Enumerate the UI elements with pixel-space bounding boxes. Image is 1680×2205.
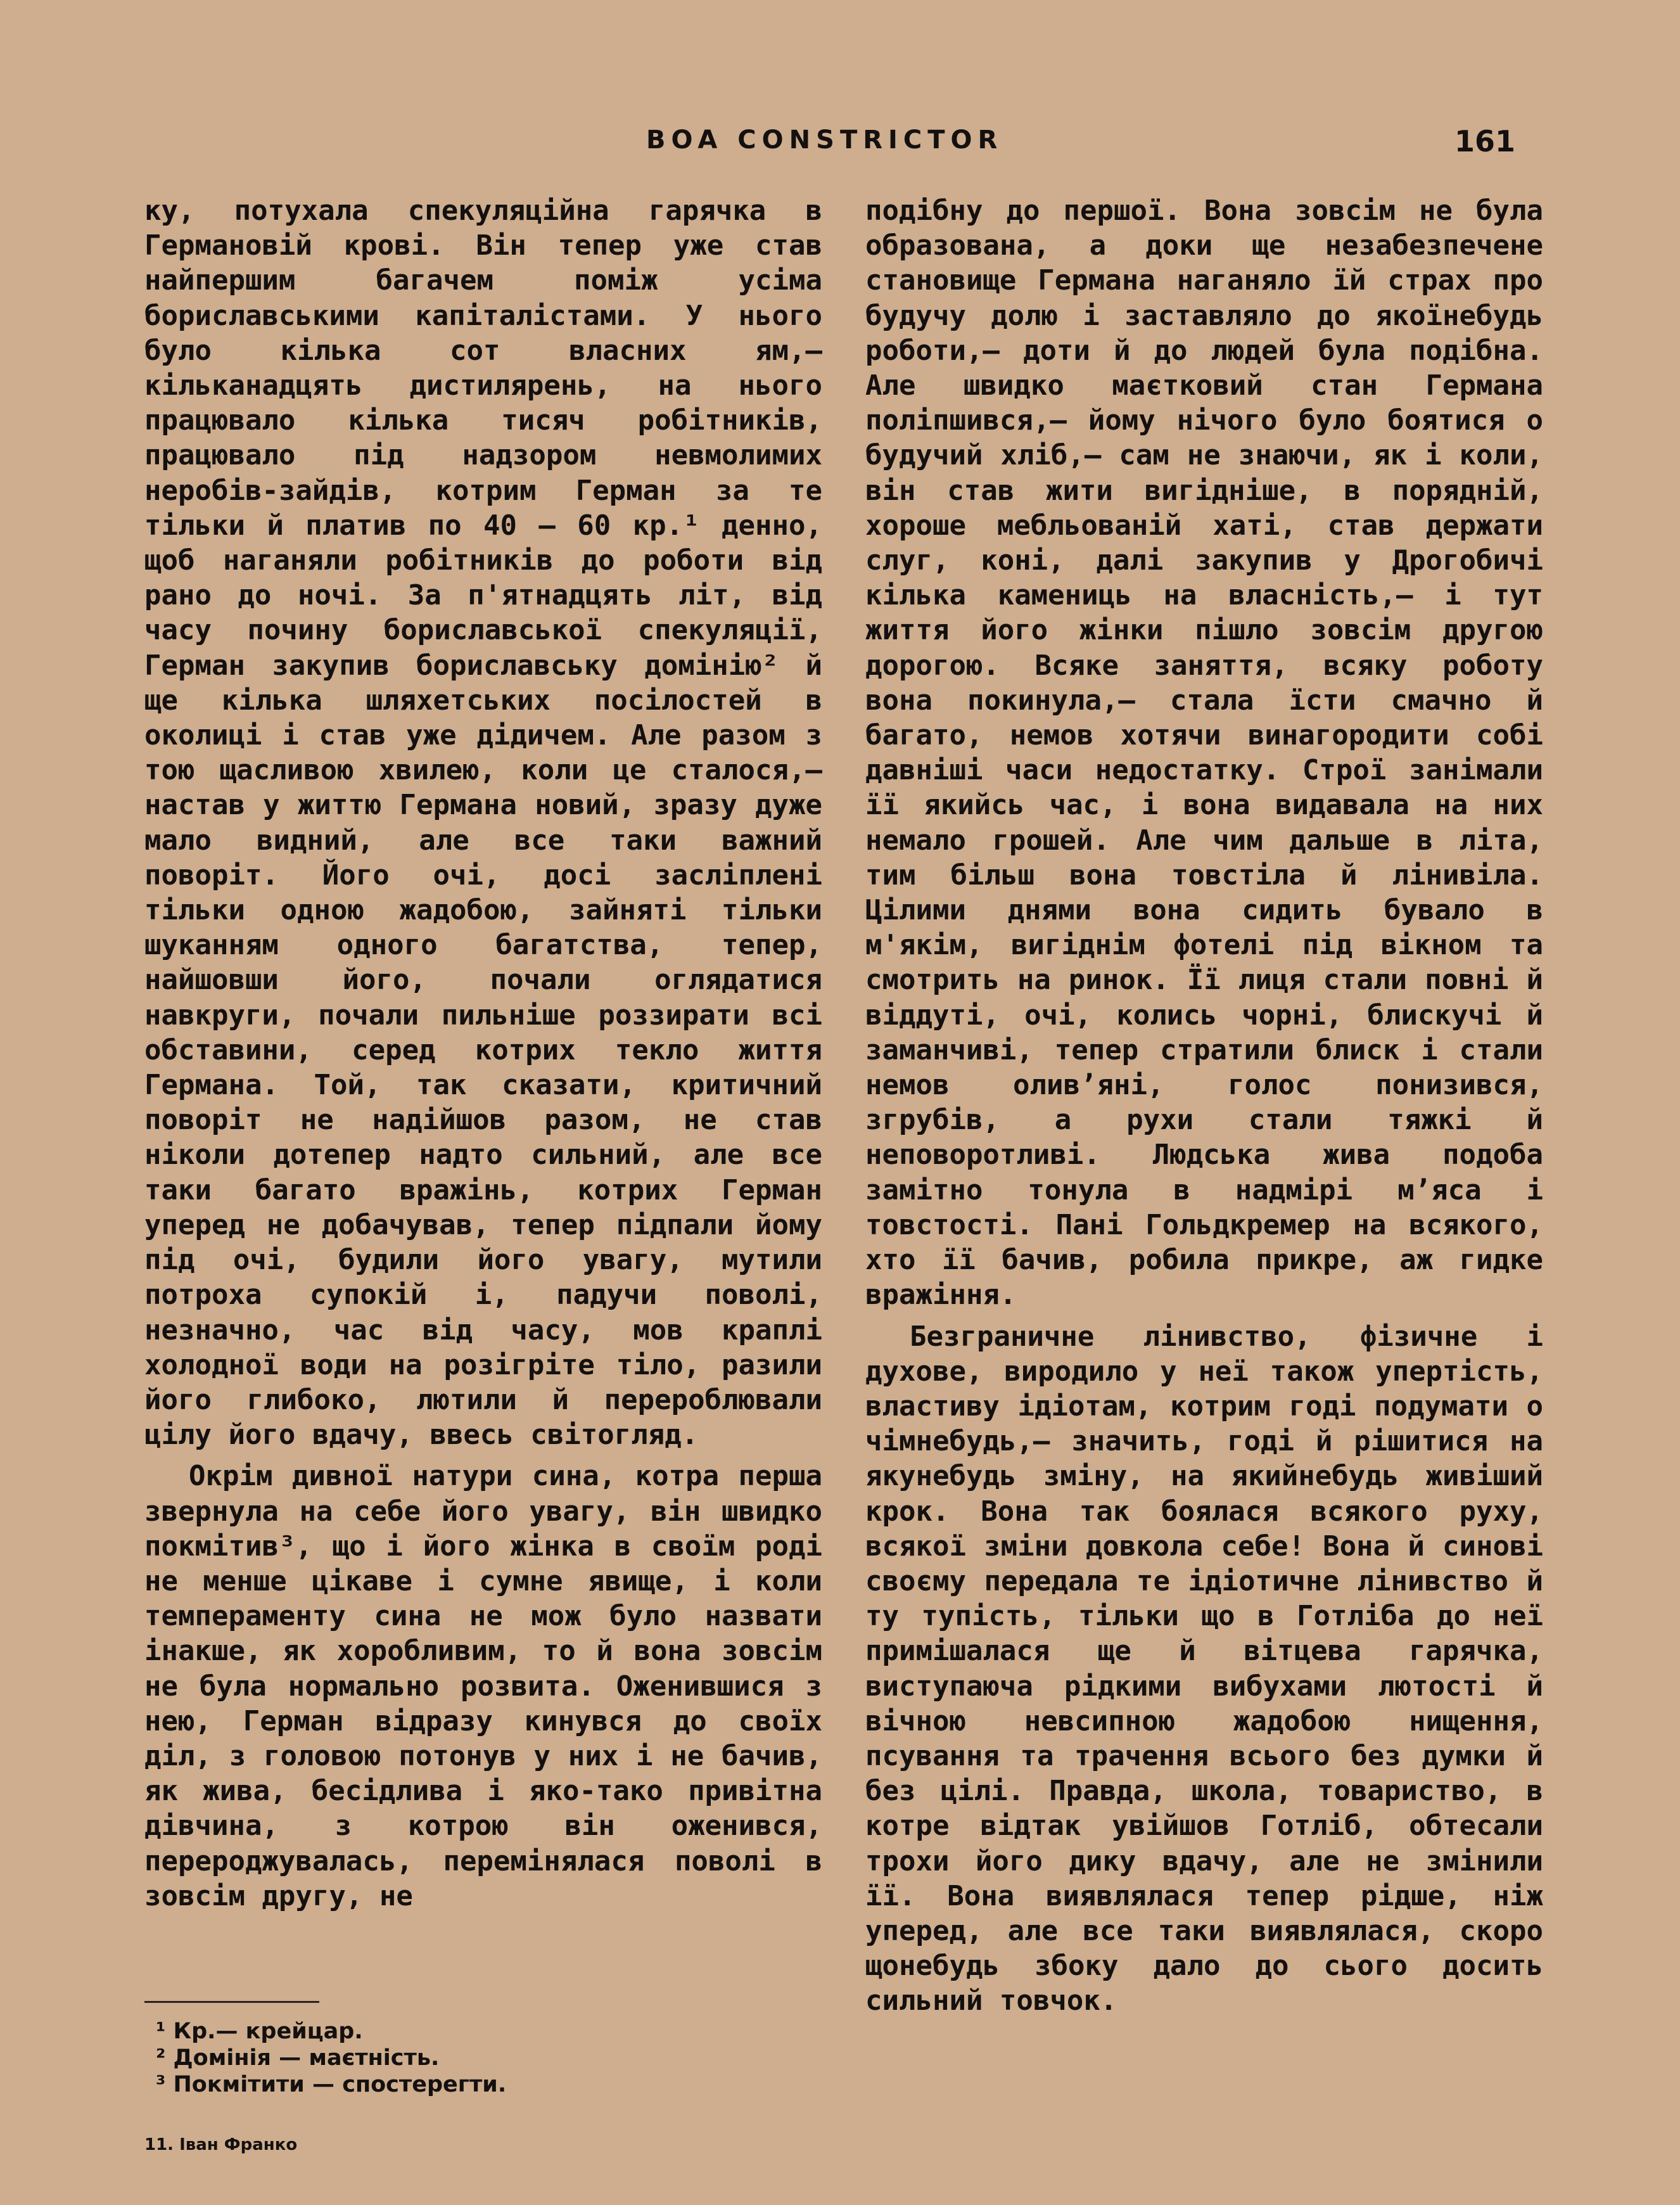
footnote-1: ¹ Кр.— крейцар. [156, 2019, 363, 2044]
printer-signature: 11. Іван Франко [144, 2135, 298, 2154]
footnote-divider [144, 2001, 319, 2003]
left-paragraph-2: Окрім дивної натури сина, котра перша звернула на себе його увагу, він швидко покмітив³, що і його жінка в своїм роді не менше цікаве і сумне явище, і коли темпераменту сина не мож було назвати інакше, як хоробливим, то й вона зовсім не була нормально розвита. Оженившися з нею, Герман відразу кинувся до своїх діл, з головою потонув у них і не бачив, як жива, бесідлива і яко-тако привітна дівчина, з котрою він оженився, перероджувалась, перемінялася поволі в зовсім другу, не [144, 1460, 822, 1912]
running-header-title: BOA CONSTRICTOR [646, 125, 1003, 155]
footnote-2: ² Домінія — маєтність. [156, 2045, 440, 2071]
footnote-3: ³ Покмітити — спостерегти. [156, 2072, 507, 2097]
page-number: 161 [1454, 124, 1516, 158]
right-paragraph-1: подібну до першої. Вона зовсім не була образована, а доки ще незабезпечене становище Германа наганяло їй страх про будучу долю і заставляло до якоїнебудь роботи,— доти й до людей була подібна. Але швидко маєтковий стан Германа поліпшився,— йому нічого було боятися о будучий хліб,— сам не знаючи, як і коли, він став жити вигідніше, в порядній, хороше мебльованій хаті, став держати слуг, коні, далі закупив у Дрогобичі кілька камениць на власність,— і тут життя його жінки пішло зовсім другою дорогою. Всяке заняття, всяку роботу вона покинула,— стала їсти смачно й багато, немов хотячи винагородити собі давніші часи недостатку. Строї занімали її якийсь час, і вона видавала на них немало грошей. Але чим дальше в літа, тим більш вона товстіла й лінивіла. Цілими днями вона сидить бувало в м'якім, вигіднім фотелі під вікном та смотрить на ринок. Її лиця стали повні й віддуті, очі, колись чорні, блискучі й заманчиві, тепер стратили блиск і стали немов оливʼяні, голос понизився, згрубів, а рухи стали тяжкі й неповоротливі. Людська жива подоба замітно тонула в надмірі мʼяса і товстості. Пані Гольдкремер на всякого, хто її бачив, робила прикре, аж гидке вражіння. [865, 195, 1543, 1312]
left-paragraph-1: ку, потухала спекуляційна гарячка в Германовій крові. Він тепер уже став найпершим багачем поміж усіма бориславськими капіталістами. У нього було кілька сот власних ям,— кільканадцять дистилярень, на нього працювало кілька тисяч робітників, працювало під надзором невмолимих неробів-зайдів, котрим Герман за те тільки й платив по 40 — 60 кр.¹ денно, щоб наганяли робітників до роботи від рано до ночі. За п'ятнадцять літ, від часу почину бориславської спекуляції, Герман закупив бориславську домінію² й ще кілька шляхетських посілостей в околиці і став уже дідичем. Але разом з тою щасливою хвилею, коли це сталося,— настав у життю Германа новий, зразу дуже мало видний, але все таки важний поворіт. Його очі, досі засліплені тільки одною жадобою, зайняті тільки шуканням одного багатства, тепер, найшовши його, почали оглядатися навкруги, почали пильніше роззирати всі обставини, серед котрих текло життя Германа. Той, так сказати, критичний поворіт не надійшов разом, не став ніколи дотепер надто сильний, але все таки багато вражінь, котрих Герман уперед не добачував, тепер підпали йому під очі, будили його увагу, мутили потроха супокій і, падучи поволі, незначно, час від часу, мов краплі холодної води на розігріте тіло, разили його глибоко, лютили й перероблювали цілу його вдачу, ввесь світогляд. [144, 195, 822, 1452]
footnotes [156, 2018, 726, 2098]
right-paragraph-2: Безграничне лінивство, фізичне і духове, виродило у неї також упертість, властиву ідіотам, котрим годі подумати о чімнебудь,— значить, годі й рішитися на якунебудь зміну, на якийнебудь живіший крок. Вона так боялася всякого руху, всякої зміни довкола себе! Вона й синові своєму передала те ідіотичне лінивство й ту тупість, тільки що в Готліба до неї примішалася ще й вітцева гарячка, виступаюча рідкими вибухами лютості й вічною невсипною жадобою нищення, псування та трачення всього без думки й без цілі. Правда, школа, товариство, в котре відтак увійшов Готліб, обтесали трохи його дику вдачу, але не змінили її. Вона виявлялася тепер рідше, ніж уперед, але все таки виявлялася, скоро щонебудь збоку дало до сього досить сильний товчок. [865, 1320, 1543, 2017]
left-text-column [144, 193, 822, 1914]
right-text-column [865, 193, 1543, 2019]
